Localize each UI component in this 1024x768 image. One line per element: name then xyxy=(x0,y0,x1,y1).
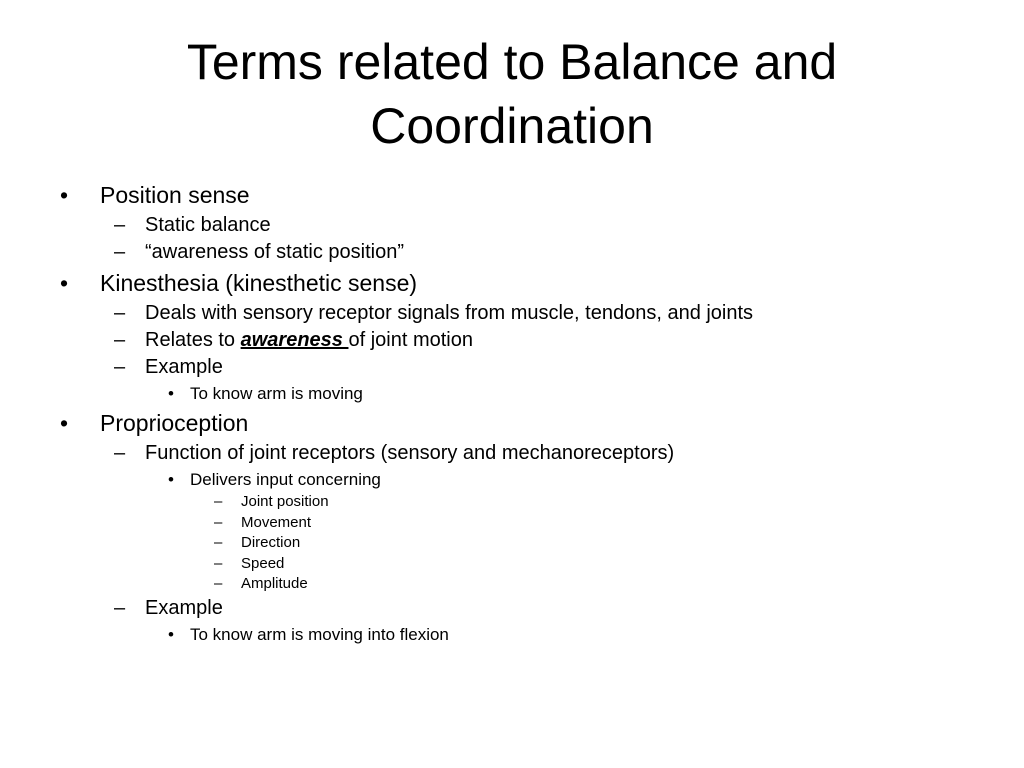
bullet-list xyxy=(0,178,1024,647)
bullet-marker: • xyxy=(60,410,69,436)
item-text: Speed xyxy=(241,554,285,572)
list-item xyxy=(0,212,1024,239)
item-text: Joint position xyxy=(241,493,329,510)
dash-marker: – xyxy=(214,534,223,551)
item-text: Delivers input concerning xyxy=(190,470,381,489)
bullet-marker: • xyxy=(168,470,174,489)
dash-marker: – xyxy=(114,596,126,619)
item-text: To know arm is moving xyxy=(190,384,363,403)
item-text-suffix: of joint motion xyxy=(348,329,473,351)
list-item xyxy=(0,533,1024,554)
dash-marker: – xyxy=(114,214,126,236)
item-text: Example xyxy=(145,596,223,619)
dash-marker: – xyxy=(114,442,126,464)
list-item xyxy=(0,595,1024,622)
item-text: Example xyxy=(145,356,223,378)
item-text: Position sense xyxy=(100,182,250,208)
item-text: Proprioception xyxy=(100,410,249,436)
dash-marker: – xyxy=(114,356,126,378)
item-text: “awareness of static position” xyxy=(145,241,405,263)
item-text: Static balance xyxy=(145,214,271,236)
item-text: Amplitude xyxy=(241,575,308,592)
item-text: Deals with sensory receptor signals from muscle, tendons, and joints xyxy=(145,302,754,324)
list-item xyxy=(0,492,1024,513)
dash-marker: – xyxy=(214,575,223,592)
list-item xyxy=(0,239,1024,266)
list-item xyxy=(0,354,1024,381)
bullet-marker: • xyxy=(168,624,174,644)
list-item xyxy=(0,406,1024,440)
dash-marker: – xyxy=(114,302,126,324)
dash-marker: – xyxy=(214,513,223,531)
dash-marker: – xyxy=(114,329,126,351)
item-text: Kinesthesia (kinesthetic sense) xyxy=(100,270,418,296)
dash-marker: – xyxy=(114,241,126,263)
list-item xyxy=(0,513,1024,534)
list-item xyxy=(0,266,1024,300)
item-text: Function of joint receptors (sensory and mechanoreceptors) xyxy=(145,442,675,464)
emphasized-term: awareness xyxy=(240,329,349,351)
list-item xyxy=(0,440,1024,467)
item-text: To know arm is moving into flexion xyxy=(190,624,449,644)
bullet-marker: • xyxy=(168,384,174,403)
bullet-marker: • xyxy=(60,270,69,296)
item-text xyxy=(145,327,473,354)
list-item xyxy=(0,467,1024,492)
item-text: Direction xyxy=(241,534,301,551)
dash-marker: – xyxy=(214,493,223,510)
dash-marker: – xyxy=(214,554,223,572)
item-text-prefix: Relates to xyxy=(145,329,241,351)
list-item xyxy=(0,327,1024,354)
list-item xyxy=(0,381,1024,406)
list-item xyxy=(0,554,1024,575)
list-item xyxy=(0,300,1024,327)
list-item xyxy=(0,622,1024,647)
list-item xyxy=(0,574,1024,595)
slide-title: Terms related to Balance and Coordination xyxy=(186,34,838,154)
bullet-marker: • xyxy=(60,182,69,208)
list-item xyxy=(0,178,1024,212)
item-text: Movement xyxy=(241,513,312,531)
